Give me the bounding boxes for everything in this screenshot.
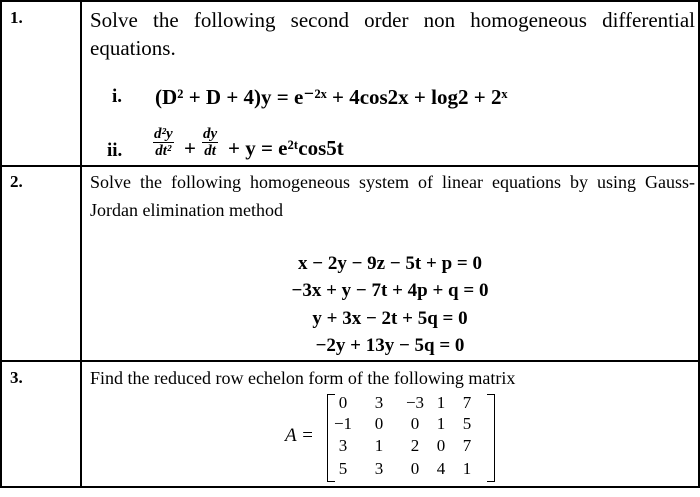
matrix-cell-4-3: 0 (410, 459, 420, 478)
column-divider (80, 0, 82, 488)
matrix-cell-2-4: 1 (436, 414, 446, 433)
matrix-cell-3-4: 0 (436, 436, 446, 455)
question-1-text: Solve the following second order non homogeneous differential (90, 8, 695, 32)
table-border-left (0, 0, 2, 488)
table-border-top (0, 0, 700, 2)
fraction-numerator: d²y (154, 126, 173, 142)
q1-item-ii-label: ii. (107, 140, 123, 161)
question-2-text: Solve the following homogeneous system of linear equations by using Gauss- (90, 172, 695, 192)
question-2-text-line2: Jordan elimination method (90, 200, 283, 220)
matrix-cell-3-2: 1 (374, 436, 384, 455)
matrix-cell-2-5: 5 (462, 414, 472, 433)
system-equation-3: y + 3x − 2t + 5q = 0 (312, 308, 468, 329)
q1-fraction-dy-dt (202, 126, 218, 159)
matrix-cell-1-3: −3 (405, 393, 425, 412)
question-2-number: 2. (10, 172, 23, 191)
matrix-cell-2-3: 0 (410, 414, 420, 433)
matrix-cell-1-4: 1 (436, 393, 446, 412)
matrix-cell-1-5: 7 (462, 393, 472, 412)
system-equation-1: x − 2y − 9z − 5t + p = 0 (298, 253, 482, 274)
question-1-text-line2: equations. (90, 36, 176, 60)
row-divider-2 (0, 360, 700, 362)
matrix-cell-3-1: 3 (338, 436, 348, 455)
question-3-number: 3. (10, 368, 23, 387)
question-1-number: 1. (10, 8, 23, 27)
question-3-text: Find the reduced row echelon form of the following matrix (90, 368, 516, 388)
table-border-bottom (0, 486, 700, 488)
matrix-cell-3-3: 2 (410, 436, 420, 455)
fraction-denominator: dt (204, 143, 216, 159)
table-border-right (698, 0, 700, 488)
matrix-cell-4-2: 3 (374, 459, 384, 478)
matrix-label: A = (285, 425, 314, 446)
matrix-right-bracket (487, 394, 495, 482)
fraction-numerator: dy (203, 126, 218, 142)
matrix-cell-4-1: 5 (338, 459, 348, 478)
matrix-cell-2-2: 0 (374, 414, 384, 433)
row-divider-1 (0, 165, 700, 167)
matrix-cell-3-5: 7 (462, 436, 472, 455)
q1-item-i-equation: (D² + D + 4)y = e⁻²ˣ + 4cos2x + log2 + 2ˣ (155, 85, 508, 109)
matrix-cell-4-5: 1 (462, 459, 472, 478)
system-equation-4: −2y + 13y − 5q = 0 (315, 335, 465, 356)
matrix-cell-4-4: 4 (436, 459, 446, 478)
matrix-cell-1-1: 0 (338, 393, 348, 412)
q1-plus-sign: + (184, 136, 196, 160)
q1-item-ii-equation: + y = e²ᵗcos5t (228, 136, 344, 160)
fraction-denominator: dt² (155, 143, 172, 159)
q1-item-i-label: i. (112, 86, 123, 107)
matrix-cell-1-2: 3 (374, 393, 384, 412)
matrix-cell-2-1: −1 (333, 414, 353, 433)
q1-fraction-d2y-dt2 (153, 126, 174, 159)
system-equation-2: −3x + y − 7t + 4p + q = 0 (291, 280, 489, 301)
